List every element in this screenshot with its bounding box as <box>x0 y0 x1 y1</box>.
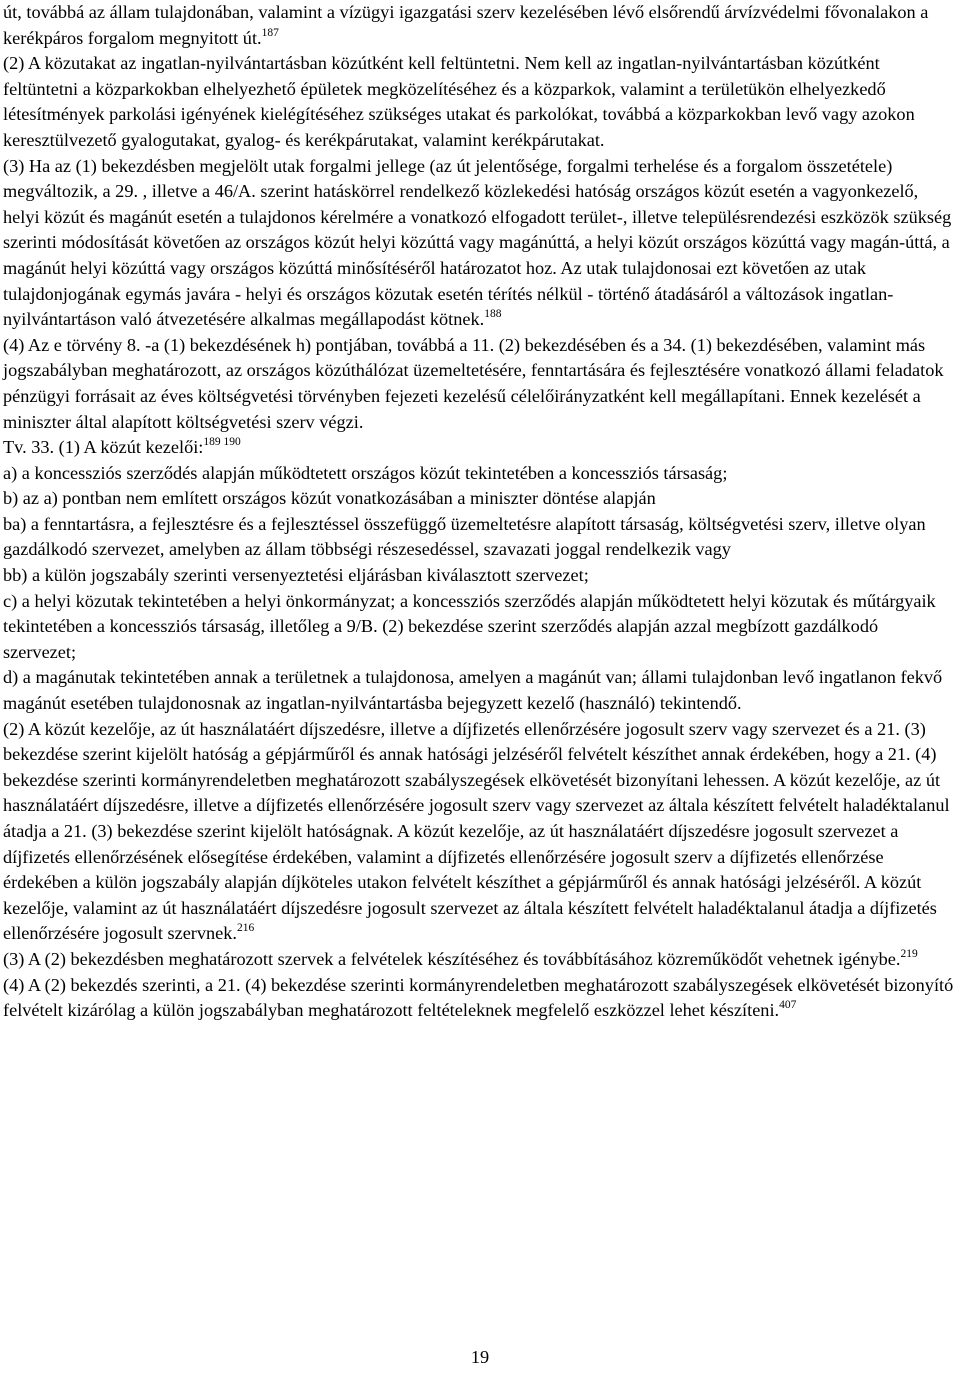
footnote-ref: 189 190 <box>203 436 241 449</box>
footnote-ref: 216 <box>237 922 255 935</box>
page-number: 19 <box>470 1347 490 1367</box>
paragraph: Tv. 33. (1) A közút kezelői:$^{189 190}$ <box>3 436 241 458</box>
document-body <box>3 0 955 1024</box>
paragraph: (4) A (2) bekezdés szerinti, a 21. (4) bekezdése szerinti kormányrendeletben meghatározott szabályszegések elkövetését bizonyító felvételt kizárólag a külön jogszabályban meghatározott feltételeknek megfelelő eszközzel lehet készíteni.$^{407}$ <box>3 974 954 1021</box>
footnote-ref: 407 <box>779 999 797 1012</box>
paragraph: bb) a külön jogszabály szerinti versenyeztetési eljárásban kiválasztott szervezet; <box>3 565 589 586</box>
paragraph: (2) A közút kezelője, az út használatáért díjszedésre, illetve a díjfizetés ellenőrzésére jogosult szerv vagy szervezet és a 21. (3) bekezdése szerint kijelölt hatóság a gépjárműről és annak hatósági jelzéséről felvételt készíthet annak érdekében, hogy a 21. (4) bekezdése szerinti kormányrendeletben meghatározott szabályszegések elkövetését bizonyítani lehessen. A közút kezelője, az út használatáért díjszedésre, illetve a díjfizetés ellenőrzésére jogosult szerv vagy szervezet az általa készített felvételt haladéktalanul átadja a 21. (3) bekezdése szerint kijelölt hatóságnak. A közút kezelője, az út használatáért díjszedésre jogosult szervezet a díjfizetés ellenőrzésének elősegítése érdekében, valamint a díjfizetés ellenőrzésére jogosult szerv a díjfizetés ellenőrzése érdekében a külön jogszabály alapján díjköteles utakon felvételt készíthet a gépjárműről és annak hatósági jelzéséről. A közút kezelője, valamint az út használatáért díjszedésre jogosult szervezet az általa készített felvételt haladéktalanul átadja a díjfizetés ellenőrzésére jogosult szervnek.$^{216}$ <box>3 718 950 944</box>
paragraph: (4) Az e törvény 8. -a (1) bekezdésének h) pontjában, továbbá a 11. (2) bekezdésében és a 34. (1) bekezdésében, valamint más jogszabályban meghatározott, az országos közúthálózat üzemeltetésére, fenntartására és fejlesztésére vonatkozó állami feladatok pénzügyi forrásait az éves költségvetési törvényben fejezeti kezelésű célelőirányzatként kell megállapítani. Ennek kezelését a miniszter által alapított költségvetési szerv végzi. <box>3 334 944 432</box>
paragraph: (3) Ha az (1) bekezdésben megjelölt utak forgalmi jellege (az út jelentősége, forgalmi terhelése és a forgalom összetétele) megváltozik, a 29. , illetve a 46/A. szerint hatáskörrel rendelkező közlekedési hatóság országos közút esetén a vagyonkezelő, helyi közút és magánút esetén a tulajdonos kérelmére a vonatkozó elfogadott terület-, illetve településrendezési eszközök szükség szerinti módosítását követően az országos közút helyi közúttá vagy magánúttá, a helyi közút országos közúttá vagy magán-úttá, a magánút helyi közúttá vagy országos közúttá minősítéséről határozatot hoz. Az utak tulajdonosai ezt követően az utak tulajdonjogának egymás javára - helyi és országos közutak esetén térítés nélkül - történő átadásáról a változások ingatlan-nyilvántartáson való átvezetésére alkalmas megállapodást kötnek.$^{188}$ <box>3 155 952 330</box>
paragraph: d) a magánutak tekintetében annak a területnek a tulajdonosa, amelyen a magánút van; állami tulajdonban levő ingatlanon fekvő magánút esetében tulajdonosnak az ingatlan-nyilvántartásba bejegyzett kezelő (használó) tekintendő. <box>3 667 943 714</box>
paragraph: b) az a) pontban nem említett országos közút vonatkozásában a miniszter döntése alapján <box>3 488 656 509</box>
paragraph: út, továbbá az állam tulajdonában, valamint a vízügyi igazgatási szerv kezelésében lévő elsőrendű árvízvédelmi fővonalakon a kerékpáros forgalom megnyitott út.$^{187}$ <box>3 2 929 48</box>
footnote-ref: 219 <box>900 947 918 960</box>
paragraph: a) a koncessziós szerződés alapján működtetett országos közút tekintetében a koncessziós társaság; <box>3 462 728 483</box>
paragraph: c) a helyi közutak tekintetében a helyi önkormányzat; a koncessziós szerződés alapján működtetett helyi közutak és műtárgyaik tekintetében a koncessziós társaság, illetőleg a 9/B. (2) bekezdése szerint szerződés alapján azzal megbízott gazdálkodó szervezet; <box>3 590 936 662</box>
paragraph: ba) a fenntartásra, a fejlesztésre és a fejlesztéssel összefüggő üzemeltetésre alapított társaság, költségvetési szerv, illetve olyan gazdálkodó szervezet, amelyben az állam többségi részesedéssel, szavazati joggal rendelkezik vagy <box>3 513 926 560</box>
paragraph: (3) A (2) bekezdésben meghatározott szervek a felvételek készítéséhez és továbbításához közreműködőt vehetnek igénybe.$^{219}$ <box>3 947 918 969</box>
footnote-ref: 188 <box>484 308 502 321</box>
paragraph: (2) A közutakat az ingatlan-nyilvántartásban közútként kell feltüntetni. Nem kell az ingatlan-nyilvántartásban közútként feltüntetni a közparkokban elhelyezhető épületek megközelítéséhez és a közparkok, valamint a területükön elhelyezkedő létesítmények parkolási igényének kielégítéséhez szükséges utakat és parkolókat, továbbá a közparkokban levő vagy azokon keresztülvezető gyalogutakat, gyalog- és kerékpárutakat, valamint kerékpárutakat. <box>3 53 915 150</box>
footnote-ref: 187 <box>261 26 279 39</box>
